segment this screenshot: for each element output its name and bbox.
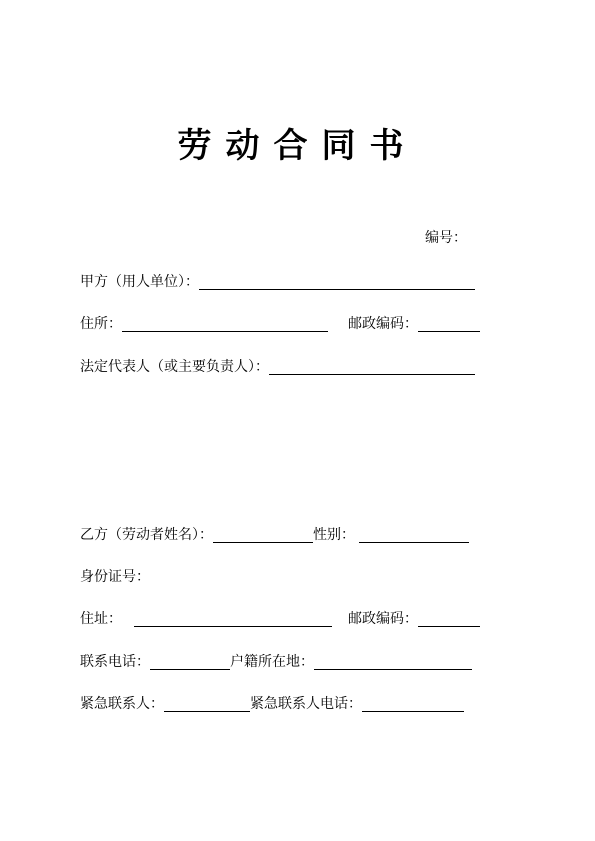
party-b-postcode-row	[348, 609, 480, 629]
party-b-postcode-field[interactable]	[418, 611, 480, 627]
party-a-postcode-field[interactable]	[418, 316, 480, 332]
party-a-postcode-label: 邮政编码：	[348, 316, 418, 332]
party-b-hukou-field[interactable]	[314, 654, 472, 670]
party-b-phone-field[interactable]	[150, 654, 230, 670]
party-b-gender-field[interactable]	[359, 527, 469, 543]
party-b-name-field[interactable]	[213, 527, 313, 543]
party-b-postcode-label: 邮政编码：	[348, 611, 418, 627]
party-b-row	[80, 525, 469, 545]
party-b-emergency-row	[80, 694, 464, 714]
party-a-address-label: 住所：	[80, 316, 122, 332]
party-a-legal-rep-row	[80, 357, 475, 377]
party-b-phone-row	[80, 652, 472, 672]
party-b-address-label: 住址：	[80, 611, 122, 627]
party-a-field[interactable]	[199, 274, 475, 290]
party-a-legal-rep-label: 法定代表人（或主要负责人）：	[80, 359, 269, 375]
party-b-id-label: 身份证号：	[80, 569, 150, 585]
party-b-label: 乙方（劳动者姓名）：	[80, 527, 213, 543]
party-a-row	[80, 272, 475, 292]
party-b-emergency-phone-field[interactable]	[362, 696, 464, 712]
contract-number-row	[425, 228, 467, 248]
document-title: 劳动合同书	[177, 126, 418, 166]
party-b-id-row	[80, 567, 150, 587]
party-b-address-row	[80, 609, 332, 629]
party-b-emergency-phone-label: 紧急联系人电话：	[250, 696, 362, 712]
party-b-phone-label: 联系电话：	[80, 654, 150, 670]
party-a-legal-rep-field[interactable]	[269, 359, 475, 375]
party-b-gender-label: 性别：	[313, 527, 355, 543]
party-b-emergency-contact-label: 紧急联系人：	[80, 696, 164, 712]
party-b-address-field[interactable]	[134, 611, 332, 627]
party-b-emergency-contact-field[interactable]	[164, 696, 250, 712]
party-a-address-row	[80, 314, 328, 334]
party-a-address-field[interactable]	[122, 316, 328, 332]
party-a-postcode-row	[348, 314, 480, 334]
contract-number-label: 编号：	[425, 230, 467, 246]
party-a-label: 甲方（用人单位）：	[80, 274, 199, 290]
party-b-hukou-label: 户籍所在地：	[230, 654, 314, 670]
